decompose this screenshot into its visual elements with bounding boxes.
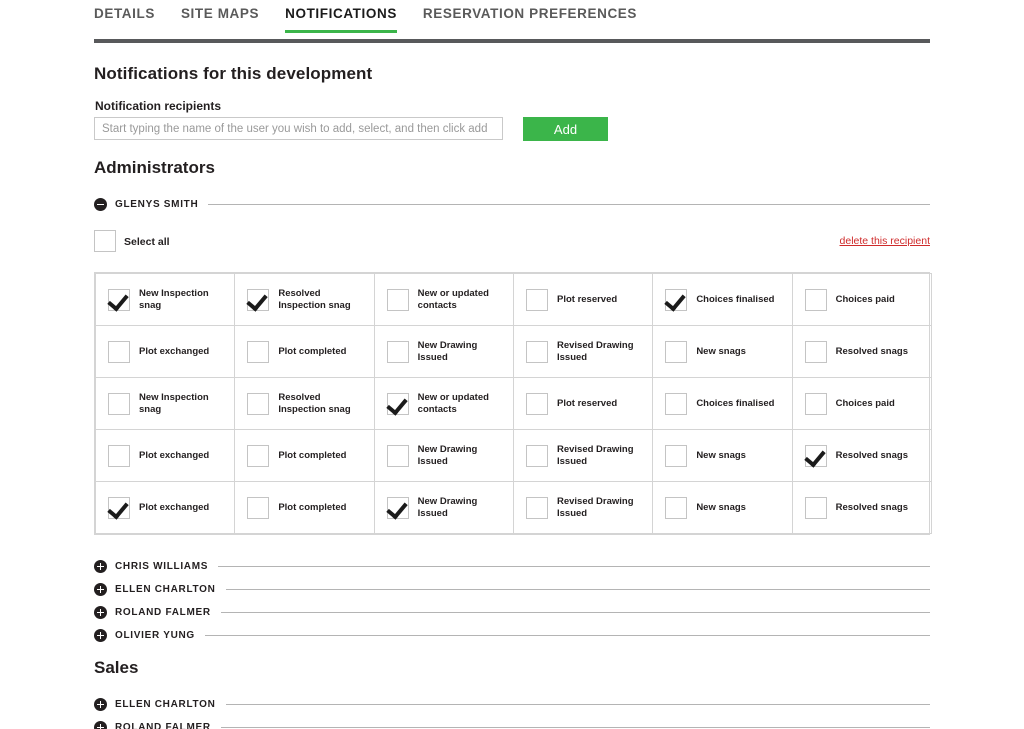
grid-cell (513, 482, 652, 534)
page-title: Notifications for this development (94, 64, 373, 83)
add-recipient-button[interactable]: Add (523, 117, 608, 141)
sales-heading: Sales (94, 658, 139, 677)
notification-checkbox[interactable] (805, 497, 827, 519)
notification-checkbox[interactable] (108, 341, 130, 363)
notification-checkbox[interactable] (387, 341, 409, 363)
recipient-name: CHRIS WILLIAMS (115, 560, 209, 572)
notification-checkbox[interactable] (665, 497, 687, 519)
notification-label: Plot reserved (556, 293, 618, 305)
grid-cell (792, 274, 931, 326)
notification-label: New snags (696, 345, 746, 357)
notification-label: New Inspection snag (139, 288, 209, 311)
notification-label: New Drawing Issued (417, 444, 478, 467)
grid-cell (374, 482, 513, 534)
grid-cell (235, 378, 374, 430)
notification-label: New or updated contacts (417, 288, 489, 311)
select-all-label: Select all (124, 236, 170, 248)
sales-accordion-row[interactable] (94, 694, 930, 714)
grid-cell (235, 274, 374, 326)
notification-label: Plot exchanged (139, 345, 210, 357)
recipient-name: ELLEN CHARLTON (115, 698, 216, 710)
notification-label: Revised Drawing Issued (556, 496, 634, 519)
tab-notifications[interactable]: NOTIFICATIONS (285, 0, 397, 33)
notification-label: Plot completed (278, 449, 347, 461)
notification-checkbox[interactable] (665, 445, 687, 467)
notification-label: New snags (696, 501, 746, 513)
notification-label: Resolved Inspection snag (278, 288, 351, 311)
recipient-name: GLENYS SMITH (115, 198, 199, 210)
divider (221, 727, 930, 728)
administrator-accordion-row[interactable] (94, 602, 930, 622)
plus-circle-icon (94, 560, 107, 573)
notification-checkbox[interactable] (526, 497, 548, 519)
notification-checkbox[interactable] (526, 289, 548, 311)
notification-label: Plot completed (278, 501, 347, 513)
notification-label: Revised Drawing Issued (556, 340, 634, 363)
notification-label: Choices paid (835, 397, 895, 409)
notification-checkbox[interactable] (805, 445, 827, 467)
notification-checkbox[interactable] (247, 341, 269, 363)
notification-label: Choices finalised (696, 397, 775, 409)
grid-cell (96, 482, 235, 534)
grid-cell (235, 482, 374, 534)
notification-checkbox[interactable] (526, 393, 548, 415)
grid-cell (792, 430, 931, 482)
notification-checkbox[interactable] (526, 341, 548, 363)
notification-label: Resolved snags (835, 501, 908, 513)
tab-bar-rule (94, 39, 930, 43)
administrator-accordion-row[interactable] (94, 625, 930, 645)
recipients-label: Notification recipients (95, 99, 222, 113)
notification-label: Plot exchanged (139, 501, 210, 513)
grid-cell (235, 326, 374, 378)
recipient-search-input[interactable] (94, 117, 503, 140)
grid-cell (792, 378, 931, 430)
sales-accordion-row[interactable] (94, 717, 930, 729)
grid-cell (513, 430, 652, 482)
notification-checkbox[interactable] (108, 289, 130, 311)
notification-label: New snags (696, 449, 746, 461)
grid-cell (96, 274, 235, 326)
divider (205, 635, 930, 636)
minus-circle-icon (94, 198, 107, 211)
recipient-name: OLIVIER YUNG (115, 629, 195, 641)
notification-checkbox[interactable] (805, 393, 827, 415)
grid-cell (96, 378, 235, 430)
plus-circle-icon (94, 583, 107, 596)
notification-label: New Drawing Issued (417, 340, 478, 363)
recipient-name: ROLAND FALMER (115, 606, 211, 618)
notification-label: Plot completed (278, 345, 347, 357)
notification-label: Resolved snags (835, 345, 908, 357)
notification-checkbox[interactable] (247, 445, 269, 467)
grid-cell (235, 430, 374, 482)
plus-circle-icon (94, 629, 107, 642)
notification-checkbox[interactable] (387, 393, 409, 415)
grid-cell (96, 430, 235, 482)
notification-label: New Inspection snag (139, 392, 209, 415)
recipient-name: ROLAND FALMER (115, 721, 211, 729)
plus-circle-icon (94, 606, 107, 619)
grid-cell (653, 482, 792, 534)
tab-site-maps[interactable]: SITE MAPS (180, 6, 260, 21)
notification-checkbox[interactable] (665, 289, 687, 311)
divider (218, 566, 930, 567)
notification-checkbox[interactable] (665, 341, 687, 363)
grid-cell (653, 326, 792, 378)
select-all-row (94, 230, 930, 256)
grid-cell (653, 378, 792, 430)
accordion-row-expanded[interactable] (94, 194, 930, 214)
notification-label: Plot reserved (556, 397, 618, 409)
divider (226, 589, 930, 590)
tab-bar (94, 0, 930, 33)
grid-cell (374, 378, 513, 430)
notification-label: Choices paid (835, 293, 895, 305)
grid-cell (513, 326, 652, 378)
grid-cell (374, 326, 513, 378)
notification-checkbox[interactable] (805, 341, 827, 363)
administrator-accordion-row[interactable] (94, 579, 930, 599)
notification-options-grid (94, 272, 930, 535)
notification-checkbox[interactable] (387, 289, 409, 311)
notification-checkbox[interactable] (805, 289, 827, 311)
administrators-heading: Administrators (94, 158, 215, 177)
table-row (96, 482, 932, 534)
grid-cell (96, 326, 235, 378)
tab-reservation-preferences[interactable]: RESERVATION PREFERENCES (422, 6, 638, 21)
notification-checkbox[interactable] (387, 445, 409, 467)
notification-label: Plot exchanged (139, 449, 210, 461)
plus-circle-icon (94, 721, 107, 729)
notification-label: Choices finalised (696, 293, 775, 305)
notification-label: New or updated contacts (417, 392, 489, 415)
notification-label: New Drawing Issued (417, 496, 478, 519)
notification-label: Resolved snags (835, 449, 908, 461)
delete-recipient-link[interactable]: delete this recipient (839, 235, 930, 247)
grid-cell (374, 430, 513, 482)
notification-checkbox[interactable] (108, 445, 130, 467)
notification-checkbox[interactable] (387, 497, 409, 519)
notification-checkbox[interactable] (247, 393, 269, 415)
notification-checkbox[interactable] (108, 393, 130, 415)
notification-checkbox[interactable] (526, 445, 548, 467)
table-row (96, 326, 932, 378)
grid-cell (792, 482, 931, 534)
plus-circle-icon (94, 698, 107, 711)
table-row (96, 378, 932, 430)
notification-checkbox[interactable] (108, 497, 130, 519)
divider (221, 612, 930, 613)
grid-cell (513, 274, 652, 326)
recipient-name: ELLEN CHARLTON (115, 583, 216, 595)
table-row (96, 274, 932, 326)
grid-cell (792, 326, 931, 378)
notification-checkbox[interactable] (247, 289, 269, 311)
select-all-checkbox[interactable] (94, 230, 116, 252)
notification-checkbox[interactable] (665, 393, 687, 415)
grid-cell (374, 274, 513, 326)
tab-details[interactable]: DETAILS (94, 6, 155, 21)
administrator-accordion-row[interactable] (94, 556, 930, 576)
notification-label: Resolved Inspection snag (278, 392, 351, 415)
table-row (96, 430, 932, 482)
divider (226, 704, 930, 705)
grid-cell (653, 430, 792, 482)
notification-label: Revised Drawing Issued (556, 444, 634, 467)
grid-cell (653, 274, 792, 326)
notification-checkbox[interactable] (247, 497, 269, 519)
grid-cell (513, 378, 652, 430)
divider (208, 204, 930, 205)
